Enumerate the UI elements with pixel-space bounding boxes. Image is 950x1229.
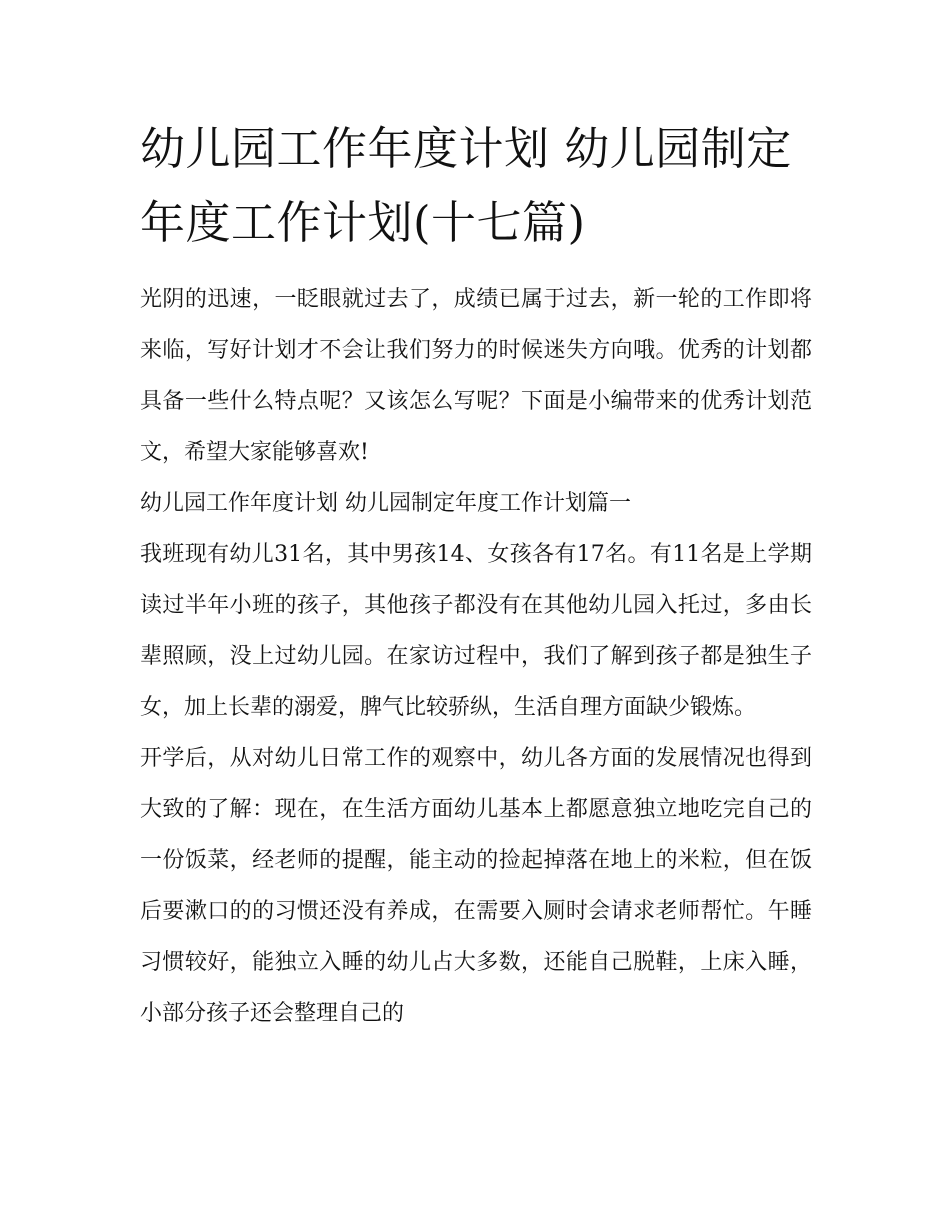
document-page — [140, 112, 812, 1039]
body-paragraph-1: 我班现有幼儿31名，其中男孩14、女孩各有17名。有11名是上学期读过半年小班的孩子，其他孩子都没有在其他幼儿园入托过，多由长辈照顾，没上过幼儿园。在家访过程中，我们了解到孩子都是独生子女，加上长辈的溺爱，脾气比较骄纵，生活自理方面缺少锻炼。 — [140, 542, 812, 720]
document-title: 幼儿园工作年度计划 幼儿园制定年度工作计划(十七篇) — [140, 122, 792, 249]
intro-paragraph: 光阴的迅速，一眨眼就过去了，成绩已属于过去，新一轮的工作即将来临，写好计划才不会让我们努力的时候迷失方向哦。优秀的计划都具备一些什么特点呢？又该怎么写呢？下面是小编带来的优秀计划范文，希望大家能够喜欢! — [140, 287, 812, 465]
section-heading: 幼儿园工作年度计划 幼儿园制定年度工作计划篇一 — [140, 491, 631, 516]
body-paragraph-2: 开学后，从对幼儿日常工作的观察中，幼儿各方面的发展情况也得到大致的了解：现在，在生活方面幼儿基本上都愿意独立地吃完自己的一份饭菜，经老师的提醒，能主动的捡起掉落在地上的米粒，但在饭后要漱口的的习惯还没有养成，在需要入厕时会请求老师帮忙。午睡习惯较好，能独立入睡的幼儿占大多数，还能自己脱鞋，上床入睡，小部分孩子还会整理自己的 — [140, 746, 812, 1026]
